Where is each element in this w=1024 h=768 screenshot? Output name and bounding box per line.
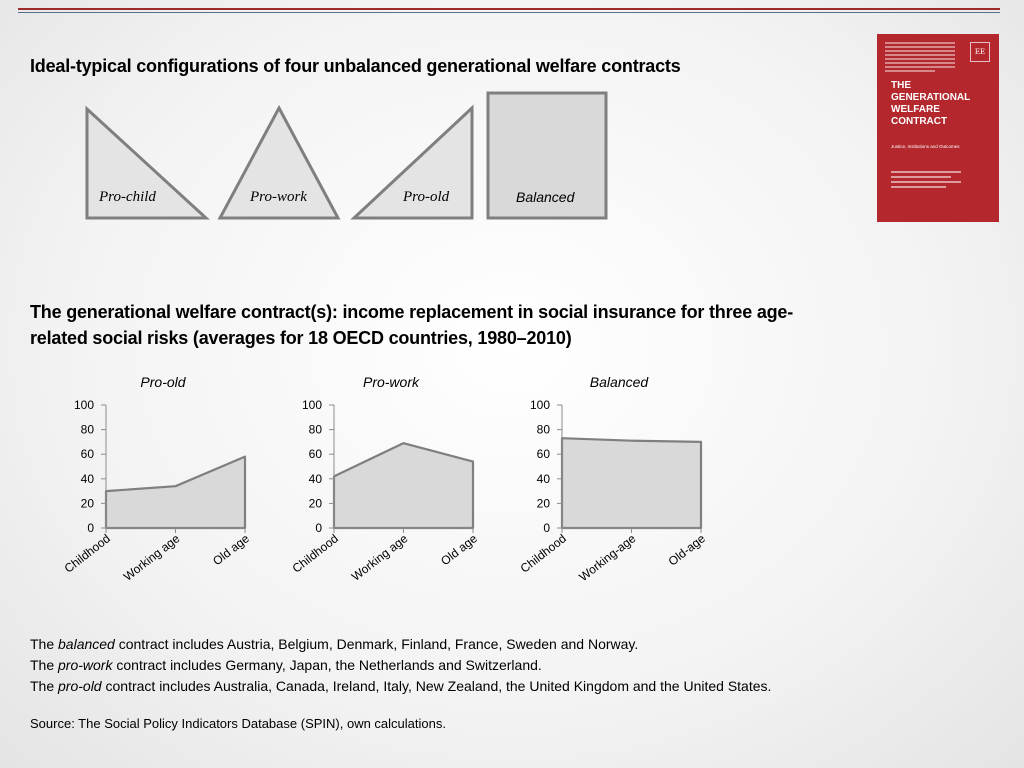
y-tick-label-pro-work: 80 xyxy=(308,422,322,437)
y-tick-label-pro-old: 40 xyxy=(80,471,94,486)
y-tick-label-pro-work: 0 xyxy=(315,521,322,535)
y-tick-label-pro-work: 40 xyxy=(308,471,322,486)
x-tick-label-pro-old: Working age xyxy=(120,531,183,584)
shape-label-pro-work: Pro-work xyxy=(250,189,307,205)
y-tick-label-pro-old: 60 xyxy=(80,447,94,462)
chart-title-balanced: Balanced xyxy=(589,374,649,390)
book-authors xyxy=(891,168,961,191)
x-tick-label-pro-work: Childhood xyxy=(289,531,341,576)
shape-label-balanced: Balanced xyxy=(516,189,575,205)
y-tick-label-pro-old: 0 xyxy=(87,521,94,535)
y-tick-label-pro-old: 80 xyxy=(80,422,94,437)
x-tick-label-balanced: Working-age xyxy=(576,531,639,585)
area-balanced xyxy=(562,438,701,528)
publisher-logo: EE xyxy=(970,42,990,62)
x-tick-label-balanced: Old-age xyxy=(665,531,708,569)
x-tick-label-pro-work: Working age xyxy=(348,531,411,584)
x-tick-label-pro-old: Old age xyxy=(210,531,252,569)
book-subtitle: Justice, Institutions and Outcomes xyxy=(891,144,960,149)
contract-shapes xyxy=(80,88,620,228)
x-tick-label-pro-work: Old age xyxy=(438,531,480,569)
area-pro-work xyxy=(334,443,473,528)
y-tick-label-pro-work: 20 xyxy=(308,496,322,511)
chart-title-pro-old: Pro-old xyxy=(140,374,186,390)
source-note: Source: The Social Policy Indicators Database (SPIN), own calculations. xyxy=(30,716,446,731)
x-tick-label-pro-old: Childhood xyxy=(61,531,113,576)
top-rule-blue xyxy=(18,12,1000,13)
shapes-heading: Ideal-typical configurations of four unbalanced generational welfare contracts xyxy=(30,56,681,76)
x-tick-label-balanced: Childhood xyxy=(517,531,569,576)
shape-label-pro-old: Pro-old xyxy=(403,189,450,205)
y-tick-label-balanced: 80 xyxy=(536,422,550,437)
y-tick-label-balanced: 60 xyxy=(536,447,550,462)
y-tick-label-balanced: 20 xyxy=(536,496,550,511)
y-tick-label-pro-old: 100 xyxy=(73,398,94,412)
y-tick-label-pro-work: 100 xyxy=(301,398,322,412)
income-replacement-charts xyxy=(40,370,740,610)
book-cover xyxy=(877,34,999,222)
y-tick-label-balanced: 40 xyxy=(536,471,550,486)
charts-heading: The generational welfare contract(s): income replacement in social insurance for three age-related social risks (averages for 18 OECD countries, 1980–2010) xyxy=(30,302,794,348)
notes xyxy=(30,634,771,697)
note-pro-work: The pro-work contract includes Germany, Japan, the Netherlands and Switzerland. xyxy=(30,657,542,673)
y-tick-label-balanced: 100 xyxy=(529,398,550,412)
chart-title-pro-work: Pro-work xyxy=(362,374,420,390)
shape-label-pro-child: Pro-child xyxy=(99,189,156,205)
note-pro-old: The pro-old contract includes Australia, Canada, Ireland, Italy, New Zealand, the United Kingdom and the United States. xyxy=(30,678,772,694)
y-tick-label-balanced: 0 xyxy=(543,521,550,535)
y-tick-label-pro-old: 20 xyxy=(80,496,94,511)
y-tick-label-pro-work: 60 xyxy=(308,447,322,462)
book-blurb xyxy=(885,42,955,72)
book-title: THE GENERATIONAL WELFARE CONTRACT xyxy=(891,80,971,127)
area-pro-old xyxy=(106,457,245,528)
note-balanced: The balanced contract includes Austria, Belgium, Denmark, Finland, France, Sweden and Norway. xyxy=(30,636,639,652)
top-rule-red xyxy=(18,8,1000,10)
